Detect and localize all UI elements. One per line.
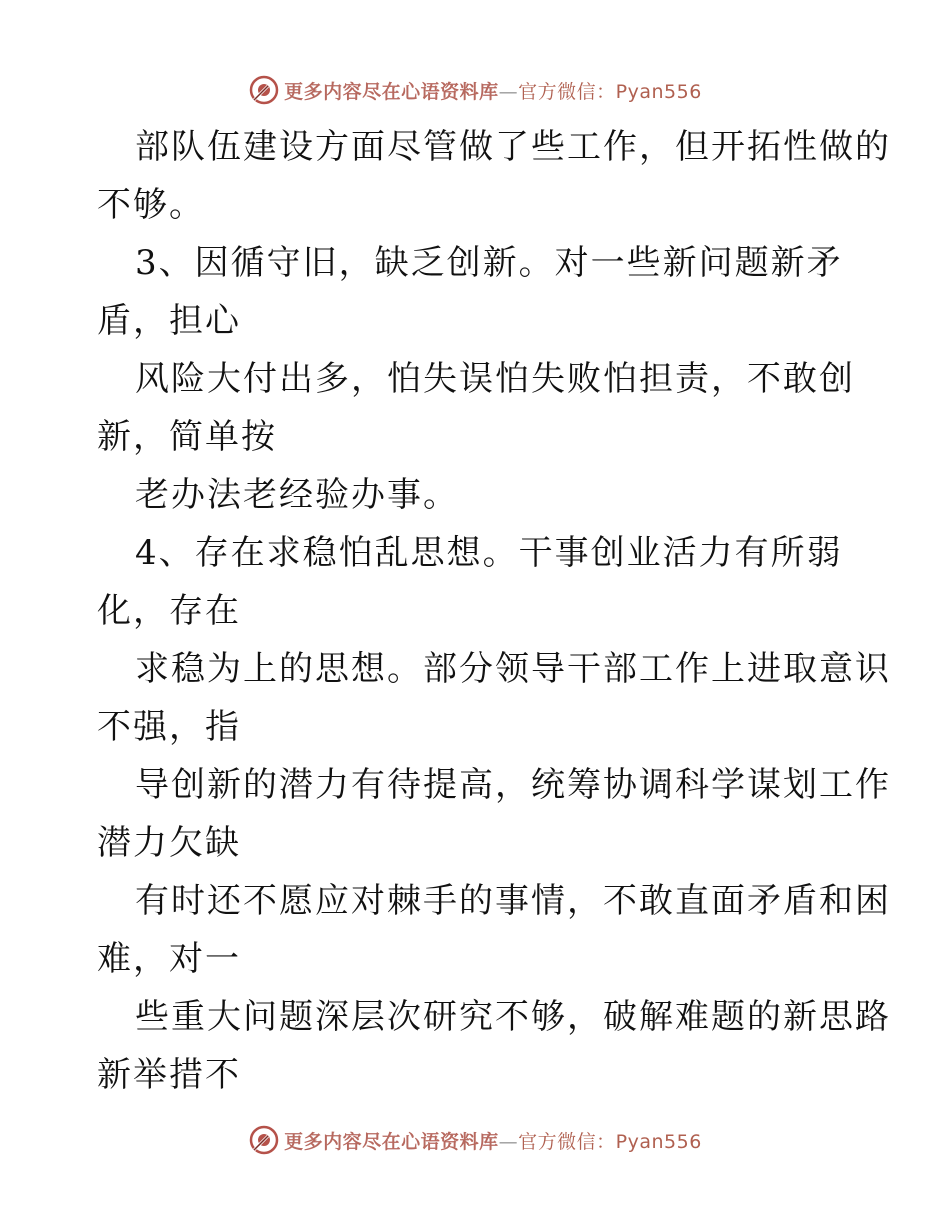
body-line: 不强，指 [97,707,241,747]
footer-dash: — [498,1130,519,1153]
document-body [97,118,891,1104]
body-line: 风险大付出多，怕失误怕失败怕担责，不敢创 [135,359,855,399]
body-line: 盾，担心 [97,301,241,341]
body-line: 4、存在求稳怕乱思想。干事创业活力有所弱 [135,533,843,573]
body-line: 导创新的潜力有待提高，统筹协调科学谋划工作 [135,765,891,805]
header-dash: — [498,80,519,103]
body-line: 新，简单按 [97,417,277,457]
body-line: 潜力欠缺 [97,823,241,863]
body-line: 有时还不愿应对棘手的事情，不敢直面矛盾和困 [135,881,891,921]
seal-logo-icon [248,74,280,106]
body-line: 求稳为上的思想。部分领导干部工作上进取意识 [135,649,891,689]
body-line: 部队伍建设方面尽管做了些工作，但开拓性做的 [135,127,891,167]
body-line: 3、因循守旧，缺乏创新。对一些新问题新矛 [135,243,843,283]
body-line: 新举措不 [97,1055,241,1095]
footer-banner-text [284,1127,702,1154]
header-wechat: 官方微信：Pyan556 [518,80,702,103]
body-line: 老办法老经验办事。 [135,475,459,515]
header-brand: 更多内容尽在心语资料库 [284,80,499,103]
body-line: 不够。 [97,185,205,225]
seal-logo-icon [248,1124,280,1156]
footer-banner [0,1120,950,1160]
header-banner [0,70,950,110]
footer-wechat: 官方微信：Pyan556 [518,1130,702,1153]
body-line: 难，对一 [97,939,241,979]
body-line: 化，存在 [97,591,241,631]
footer-brand: 更多内容尽在心语资料库 [284,1130,499,1153]
body-line: 些重大问题深层次研究不够，破解难题的新思路 [135,997,891,1037]
header-banner-text [284,77,702,104]
